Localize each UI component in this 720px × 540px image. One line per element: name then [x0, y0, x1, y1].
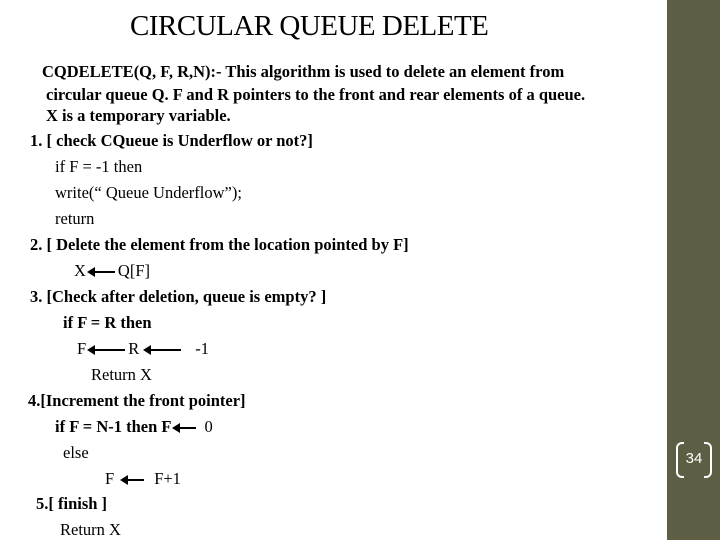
step-3-condition: if F = R then	[63, 313, 152, 332]
left-arrow-icon	[122, 479, 144, 481]
left-arrow-icon	[174, 427, 196, 429]
step-4-if-text: if F = N-1 then F	[55, 417, 172, 436]
right-bracket-icon	[704, 442, 712, 478]
step-3-return: Return X	[91, 365, 152, 384]
left-bracket-icon	[676, 442, 684, 478]
step-4-increment	[105, 469, 181, 489]
step-1-heading: 1. [ check CQueue is Underflow or not?]	[30, 131, 313, 150]
left-arrow-icon	[89, 349, 125, 351]
step-4-condition	[55, 417, 213, 437]
step-4-else: else	[63, 443, 89, 462]
step-2-heading: 2. [ Delete the element from the location pointed by F]	[30, 235, 409, 254]
intro-line-2: circular queue Q. F and R pointers to the front and rear elements of a queue.	[46, 85, 586, 104]
step-5-return: Return X	[60, 520, 121, 539]
step-1-write: write(“ Queue Underflow”);	[55, 183, 242, 202]
intro-line-1: CQDELETE(Q, F, R,N):- This algorithm is used to delete an element from	[42, 62, 565, 81]
step-4-heading: 4.[Increment the front pointer]	[28, 391, 246, 410]
step-1-condition: if F = -1 then	[55, 157, 143, 176]
page-number: 34	[685, 450, 703, 467]
intro-line-3: X is a temporary variable.	[46, 106, 231, 125]
step-3-value: -1	[195, 339, 209, 358]
step-2-source: Q[F]	[117, 261, 151, 280]
slide-title: CIRCULAR QUEUE DELETE	[130, 10, 489, 42]
step-3-assignment	[77, 339, 209, 359]
page-number-badge	[676, 442, 712, 476]
step-1-return: return	[55, 209, 95, 228]
step-5-heading: 5.[ finish ]	[36, 494, 108, 513]
step-3-rear: R	[128, 339, 140, 358]
left-arrow-icon	[145, 349, 181, 351]
left-arrow-icon	[89, 271, 115, 273]
step-3-heading: 3. [Check after deletion, queue is empty? ]	[30, 287, 327, 306]
step-4-front: F	[105, 469, 115, 488]
step-4-expression: F+1	[154, 469, 181, 488]
step-3-front: F	[77, 339, 87, 358]
step-2-assignment	[74, 261, 150, 281]
step-4-value: 0	[204, 417, 213, 436]
step-2-target: X	[74, 261, 86, 280]
